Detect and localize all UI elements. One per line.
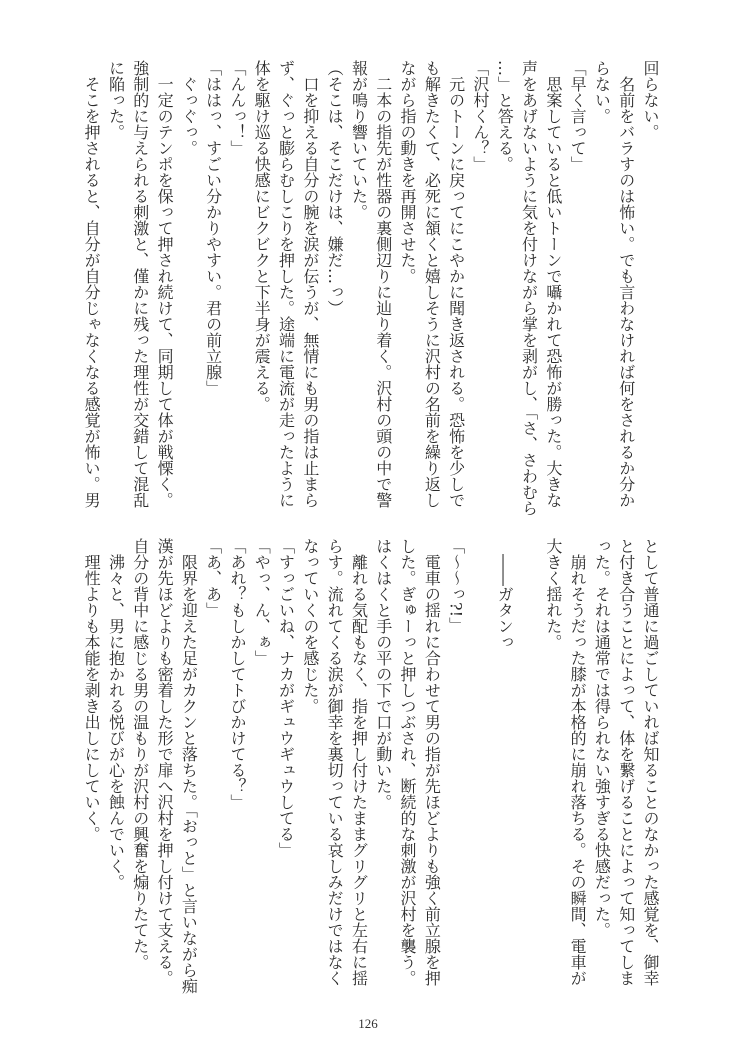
text-column: 「あ、あ」 (203, 538, 223, 618)
text-column: はくはくと手の平の下で口が動いた。 (373, 538, 393, 810)
text-column: 一定のテンポを保って押され続けて、同期して体が戦慄く。 (155, 60, 175, 508)
text-column: 「すっごいね、ナカがギュウギュウしてる」 (276, 538, 296, 858)
text-column: 理性よりも本能を剥き出しにしていく。 (82, 538, 102, 842)
text-column: と付き合うことによって、体を繋げることによって知ってしま (616, 538, 636, 986)
text-column: 「沢村くん？」 (470, 60, 490, 172)
text-column: 漢が先ほどよりも密着した形で扉へ沢村を押し付けて支える。 (155, 538, 175, 986)
text-column: も解きたくて、必死に頷くと嬉しそうに沢村の名前を繰り返し (422, 60, 442, 508)
text-column: ながら指の動きを再開させた。 (398, 60, 418, 284)
text-column: した。ぎゅーっと押しつぶされ、断続的な刺激が沢村を襲う。 (398, 538, 418, 986)
text-column: 強制的に与えられる刺激と、僅かに残った理性が交錯して混乱 (130, 60, 150, 508)
text-column: なっていくのを感じた。 (300, 538, 320, 714)
text-column: 体を駆け巡る快感にビクビクと下半身が震える。 (252, 60, 272, 412)
text-column: った。それは通常では得られない強すぎる快感だった。 (592, 538, 612, 938)
top-text-block (78, 60, 662, 532)
text-column: …」と答える。 (495, 60, 515, 172)
text-column: 報が鳴り響いていた。 (349, 60, 369, 220)
text-column: 声をあげないように気を付けながら掌を剥がし、「さ、さわむら (519, 60, 539, 516)
text-column: 名前をバラすのは怖い。でも言わなければ何をされるか分か (616, 60, 636, 508)
text-column: 「やっ、ん、ぁ」 (252, 538, 272, 666)
text-column: として普通に過ごしていれば知ることのなかった感覚を、御幸 (641, 538, 660, 986)
text-column: 大きく揺れた。 (543, 538, 563, 650)
text-column: 離れる気配もなく、指を押し付けたままグリグリと左右に揺 (349, 538, 369, 986)
text-column: 思案していると低いトーンで囁かれて恐怖が勝った。大きな (543, 60, 563, 508)
text-column: そこを押されると、自分が自分じゃなくなる感覚が怖い。男 (82, 60, 102, 508)
text-column: 崩れそうだった膝が本格的に崩れ落ちる。その瞬間、電車が (568, 538, 588, 986)
text-column: に陥った。 (106, 60, 126, 140)
bottom-text-block (78, 538, 662, 1010)
text-column (468, 538, 492, 1010)
text-column: 元のトーンに戻ってにこやかに聞き返される。恐怖を少しで (446, 60, 466, 508)
text-column: 電車の揺れに合わせて男の指が先ほどよりも強く前立腺を押 (422, 538, 442, 986)
text-column: 口を抑える自分の腕を涙が伝うが、無情にも男の指は止まら (300, 60, 320, 508)
text-column: 限界を迎えた足がカクンと落ちた。「おっと」と言いながら痴 (179, 538, 199, 994)
text-column: 回らない。 (641, 60, 660, 140)
text-column: 沸々と、男に抱かれる悦びが心を蝕んでいく。 (106, 538, 126, 890)
text-column: らない。 (592, 60, 612, 124)
text-column: ず、ぐっと膨らむしこりを押した。途端に電流が走ったように (276, 60, 296, 508)
text-column: 「早く言って」 (568, 60, 588, 172)
text-column: ――ガタンっ (495, 538, 515, 650)
text-column: 二本の指先が性器の裏側辺りに辿り着く。沢村の頭の中で警 (373, 60, 393, 508)
text-column: 「あれ？もしかしてトびかけてる？」 (227, 538, 247, 810)
page-number: 126 (358, 1016, 378, 1031)
text-column (516, 538, 540, 1010)
text-column: ぐっぐっ。 (179, 60, 199, 156)
text-column: 「ははっ、すごい分かりやすい。君の前立腺」 (203, 60, 223, 396)
text-column: らす。流れてくる涙が御幸を裏切っている哀しみだけではなく (325, 538, 345, 986)
text-column: 「んんっ！」 (227, 60, 247, 156)
text-column: （そこは、そこだけは、嫌だ…っ） (325, 60, 345, 316)
text-column: 自分の背中に感じる男の温もりが沢村の興奮を煽りたてた。 (130, 538, 150, 970)
text-column: 「〜〜っ?!」 (446, 538, 466, 634)
